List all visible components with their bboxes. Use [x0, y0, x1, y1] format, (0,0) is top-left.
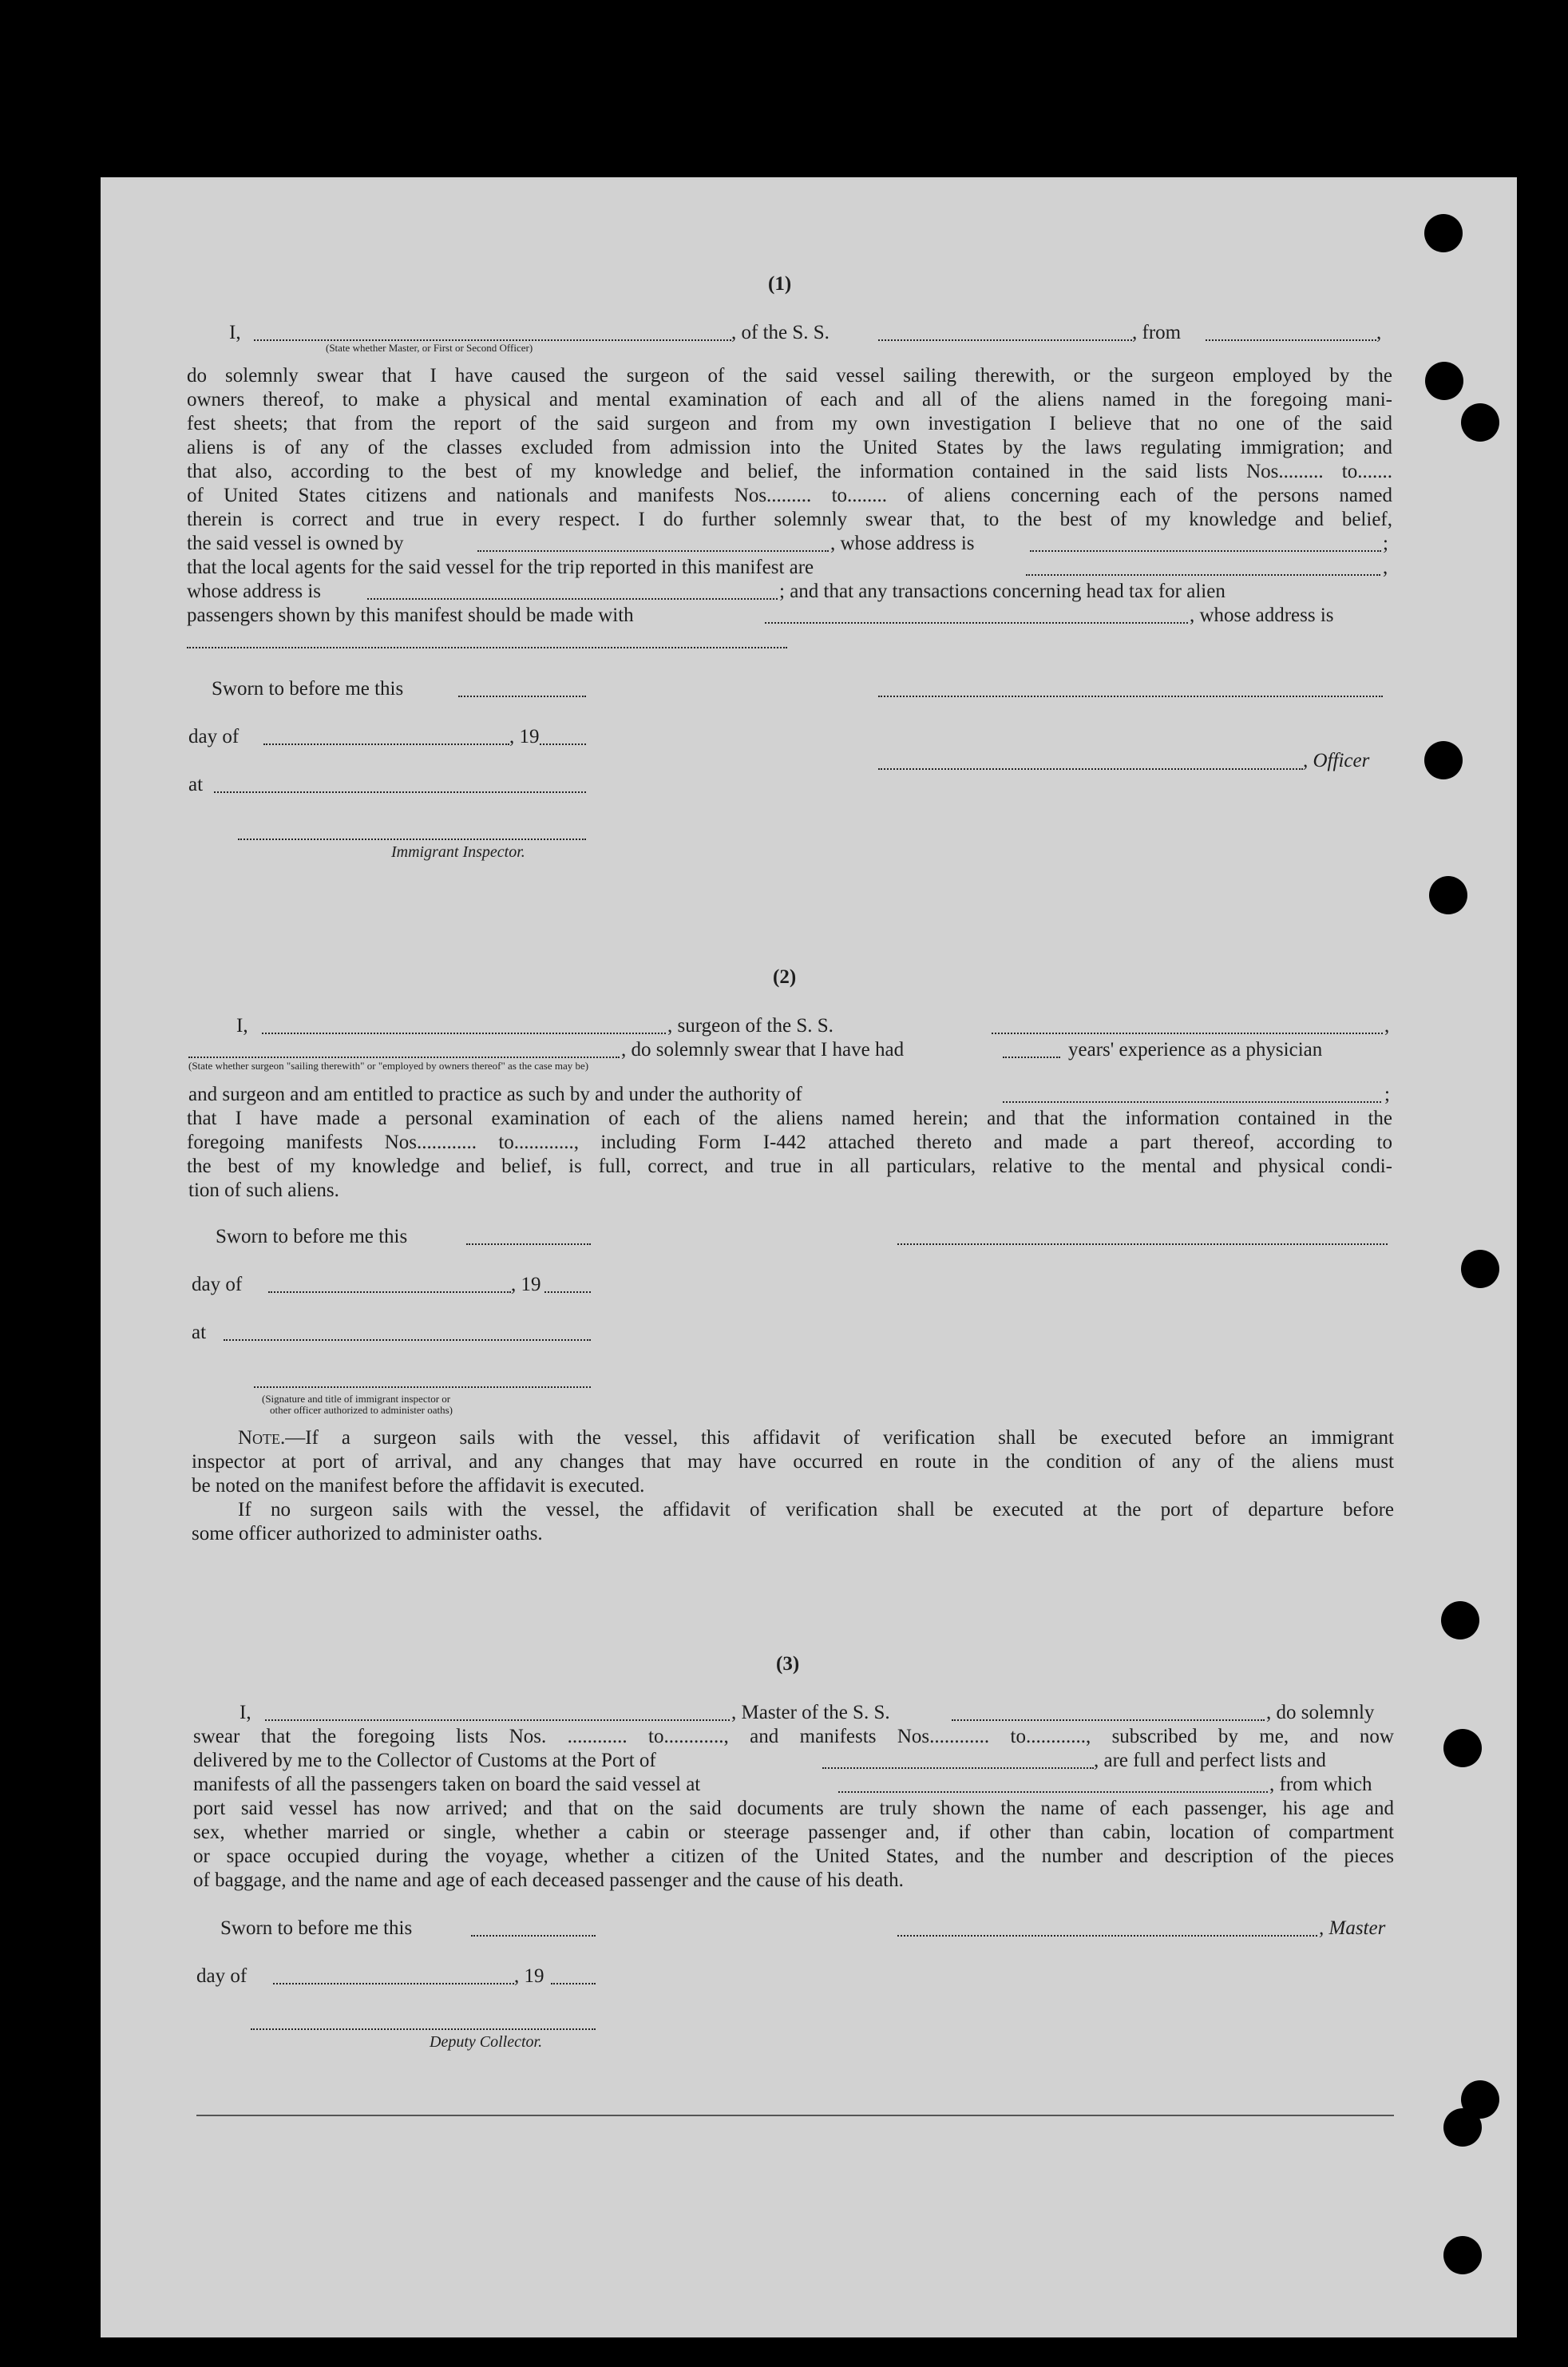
- note-line: [238, 1426, 1394, 1450]
- inspector-signature-blank[interactable]: [238, 839, 586, 840]
- sworn-day-blank[interactable]: [471, 1935, 596, 1937]
- officer-label: [1303, 749, 1369, 773]
- authority-label: and surgeon and am entitled to practice as such by and under the authority of: [188, 1084, 802, 1105]
- year-blank[interactable]: [551, 1983, 596, 1984]
- punch-hole: [1443, 2236, 1482, 2274]
- semicolon: ;: [1383, 533, 1388, 554]
- deputy-signature-blank[interactable]: [251, 2028, 596, 2030]
- punch-hole: [1425, 362, 1463, 400]
- vessel-name-blank[interactable]: [992, 1033, 1383, 1034]
- whose-address-label: whose address is: [187, 581, 322, 602]
- oath-i-label: I,: [240, 1702, 251, 1723]
- oath-body-line: the best of my knowledge and belief, is full, correct, and true in all particulars, relative to the mental and physical condi-: [187, 1156, 1392, 1177]
- month-blank[interactable]: [263, 743, 509, 745]
- year-blank[interactable]: [540, 743, 586, 745]
- section-2-number: (2): [773, 966, 797, 988]
- at-place-blank[interactable]: [224, 1339, 591, 1341]
- departure-port-blank[interactable]: [838, 1791, 1268, 1793]
- oath-body-line: do solemnly swear that I have caused the surgeon of the said vessel sailing therewith, or the surgeon employed by the: [187, 365, 1392, 387]
- sworn-day-blank[interactable]: [466, 1243, 591, 1245]
- month-blank[interactable]: [268, 1291, 511, 1293]
- surgeon-name-blank[interactable]: [262, 1033, 666, 1034]
- agents-blank[interactable]: [1026, 574, 1380, 576]
- oath-body-line: port said vessel has now arrived; and that on the said documents are truly shown the name of each passenger, his age and: [193, 1798, 1394, 1819]
- semicolon: ;: [1384, 1084, 1390, 1105]
- punch-hole: [1424, 741, 1463, 779]
- whose-address-label: , whose address is: [830, 533, 975, 554]
- transactions-label: passengers shown by this manifest should be made with: [187, 605, 634, 626]
- swear-years-label: , do solemnly swear that I have had: [621, 1039, 905, 1061]
- oath-body-line: of baggage, and the name and age of each deceased passenger and the cause of his death.: [193, 1869, 904, 1891]
- owner-address-blank[interactable]: [1030, 550, 1381, 552]
- taken-on-board-label: manifests of all the passengers taken on board the said vessel at: [193, 1774, 701, 1795]
- from-port-blank[interactable]: [1206, 339, 1376, 341]
- head-tax-text: ; and that any transactions concerning head tax for alien: [779, 581, 1225, 602]
- surgeon-of-ss-label: , surgeon of the S. S.: [667, 1015, 833, 1037]
- physician-label: years' experience as a physician: [1068, 1039, 1323, 1061]
- year-blank[interactable]: [544, 1291, 591, 1293]
- oath-body-line: tion of such aliens.: [188, 1180, 339, 1201]
- oath-i-label: I,: [236, 1015, 248, 1037]
- of-ss-label: , of the S. S.: [731, 322, 830, 343]
- year-label: , 19: [511, 1274, 541, 1295]
- punch-hole: [1461, 1250, 1499, 1288]
- officer-caption: (State whether Master, or First or Second Officer): [326, 342, 533, 354]
- surgeon-caption: (State whether surgeon "sailing therewith" or "employed by owners thereof" as the case may be): [188, 1060, 589, 1072]
- oath-body-line: owners thereof, to make a physical and mental examination of each and all of the aliens named in the foregoing mani-: [187, 389, 1392, 410]
- year-label: , 19: [509, 726, 540, 747]
- note-line: be noted on the manifest before the affidavit is executed.: [192, 1475, 645, 1497]
- owner-blank[interactable]: [477, 550, 829, 552]
- officer-signature-blank[interactable]: [878, 696, 1383, 697]
- officer-rank-blank[interactable]: [254, 339, 731, 341]
- head-tax-party-blank[interactable]: [765, 622, 1188, 624]
- oath-body-line: that also, according to the best of my knowledge and belief, the information contained in the said lists Nos......... to.......: [187, 461, 1392, 482]
- master-signature-blank[interactable]: [897, 1935, 1317, 1937]
- note-text: —If a surgeon sails with the vessel, this affidavit of verification shall be executed before an immigrant: [285, 1427, 1394, 1449]
- sworn-label: Sworn to before me this: [216, 1226, 408, 1247]
- oath-body-line: of United States citizens and nationals and manifests Nos......... to........ of aliens concerning each of the persons named: [187, 485, 1392, 506]
- oath-body-line: swear that the foregoing lists Nos. ............ to............, and manifests Nos............ to............, subscribed by me, and now: [193, 1726, 1394, 1747]
- vessel-name-blank[interactable]: [952, 1719, 1265, 1721]
- note-line: If no surgeon sails with the vessel, the affidavit of verification shall be executed at the port of departure before: [238, 1499, 1394, 1521]
- day-of-label: day of: [188, 726, 240, 747]
- local-agents-label: that the local agents for the said vessel for the trip reported in this manifest are: [187, 557, 814, 578]
- master-text: , Master: [1319, 1917, 1386, 1939]
- full-lists-label: , are full and perfect lists and: [1094, 1750, 1326, 1771]
- from-which-label: , from which: [1269, 1774, 1372, 1795]
- punch-hole: [1461, 403, 1499, 442]
- do-solemnly-label: , do solemnly: [1266, 1702, 1375, 1723]
- note-label: Note.: [238, 1427, 286, 1449]
- at-label: at: [188, 774, 204, 795]
- punch-hole: [1443, 2108, 1482, 2147]
- punch-hole: [1441, 1601, 1479, 1639]
- signature-caption: other officer authorized to administer oaths): [270, 1404, 453, 1416]
- head-tax-address-blank[interactable]: [187, 647, 787, 648]
- note-line: some officer authorized to administer oaths.: [192, 1523, 543, 1544]
- officer-text: , Officer: [1303, 750, 1370, 771]
- oath-body-line: sex, whether married or single, whether a cabin or steerage passenger and, if other than cabin, location of compartment: [193, 1822, 1394, 1843]
- punch-hole: [1429, 876, 1467, 914]
- master-label: [1319, 1917, 1385, 1941]
- port-blank[interactable]: [822, 1767, 1094, 1769]
- comma: ,: [1383, 557, 1388, 578]
- master-of-ss-label: , Master of the S. S.: [731, 1702, 890, 1723]
- years-blank[interactable]: [1003, 1057, 1060, 1058]
- officer-signature-blank[interactable]: [897, 1243, 1388, 1245]
- comma: ,: [1384, 1015, 1390, 1037]
- sworn-day-blank[interactable]: [458, 696, 586, 697]
- section-3-number: (3): [776, 1653, 800, 1675]
- vessel-name-blank[interactable]: [878, 339, 1132, 341]
- oath-body-line: therein is correct and true in every respect. I do further solemnly swear that, to the best of my knowledge and belief,: [187, 509, 1392, 530]
- oath-body-line: foregoing manifests Nos............ to............, including Form I-442 attached thereto and made a part thereof, according to: [187, 1132, 1392, 1153]
- authority-blank[interactable]: [1003, 1101, 1381, 1103]
- day-of-label: day of: [192, 1274, 243, 1295]
- owned-by-label: the said vessel is owned by: [187, 533, 404, 554]
- punch-hole: [1443, 1729, 1482, 1767]
- from-label: , from: [1132, 322, 1182, 343]
- whose-address-label: , whose address is: [1190, 605, 1334, 626]
- bottom-rule: [196, 2115, 1394, 2116]
- at-label: at: [192, 1322, 207, 1343]
- at-place-blank[interactable]: [214, 791, 586, 793]
- month-blank[interactable]: [273, 1983, 514, 1984]
- comma: ,: [1376, 322, 1382, 343]
- day-of-label: day of: [196, 1965, 247, 1987]
- agents-address-blank[interactable]: [367, 598, 778, 600]
- oath-body-line: fest sheets; that from the report of the said surgeon and from my own investigation I believe that no one of the said: [187, 413, 1392, 434]
- sworn-label: Sworn to before me this: [212, 678, 404, 700]
- oath-i-label: I,: [229, 322, 241, 343]
- section-1-number: (1): [768, 273, 792, 295]
- sworn-label: Sworn to before me this: [220, 1917, 413, 1939]
- oath-body-line: aliens is of any of the classes excluded from admission into the United States by the laws regulating immigration; and: [187, 437, 1392, 458]
- oath-body-line: that I have made a personal examination of each of the aliens named herein; and that the information contained in the: [187, 1108, 1392, 1129]
- deputy-caption: Deputy Collector.: [430, 2033, 543, 2051]
- year-label: , 19: [514, 1965, 544, 1987]
- punch-hole: [1424, 214, 1463, 252]
- surgeon-status-blank[interactable]: [188, 1057, 620, 1058]
- port-label: delivered by me to the Collector of Customs at the Port of: [193, 1750, 656, 1771]
- oath-body-line: or space occupied during the voyage, whether a citizen of the United States, and the number and description of the pieces: [193, 1846, 1394, 1867]
- master-name-blank[interactable]: [265, 1719, 730, 1721]
- officer-title-blank[interactable]: [878, 768, 1303, 770]
- note-line: inspector at port of arrival, and any changes that may have occurred en route in the condition of any of the aliens must: [192, 1451, 1394, 1473]
- inspector-caption: Immigrant Inspector.: [391, 843, 525, 861]
- inspector-signature-blank[interactable]: [254, 1386, 591, 1388]
- signature-caption: (Signature and title of immigrant inspector or: [262, 1393, 451, 1405]
